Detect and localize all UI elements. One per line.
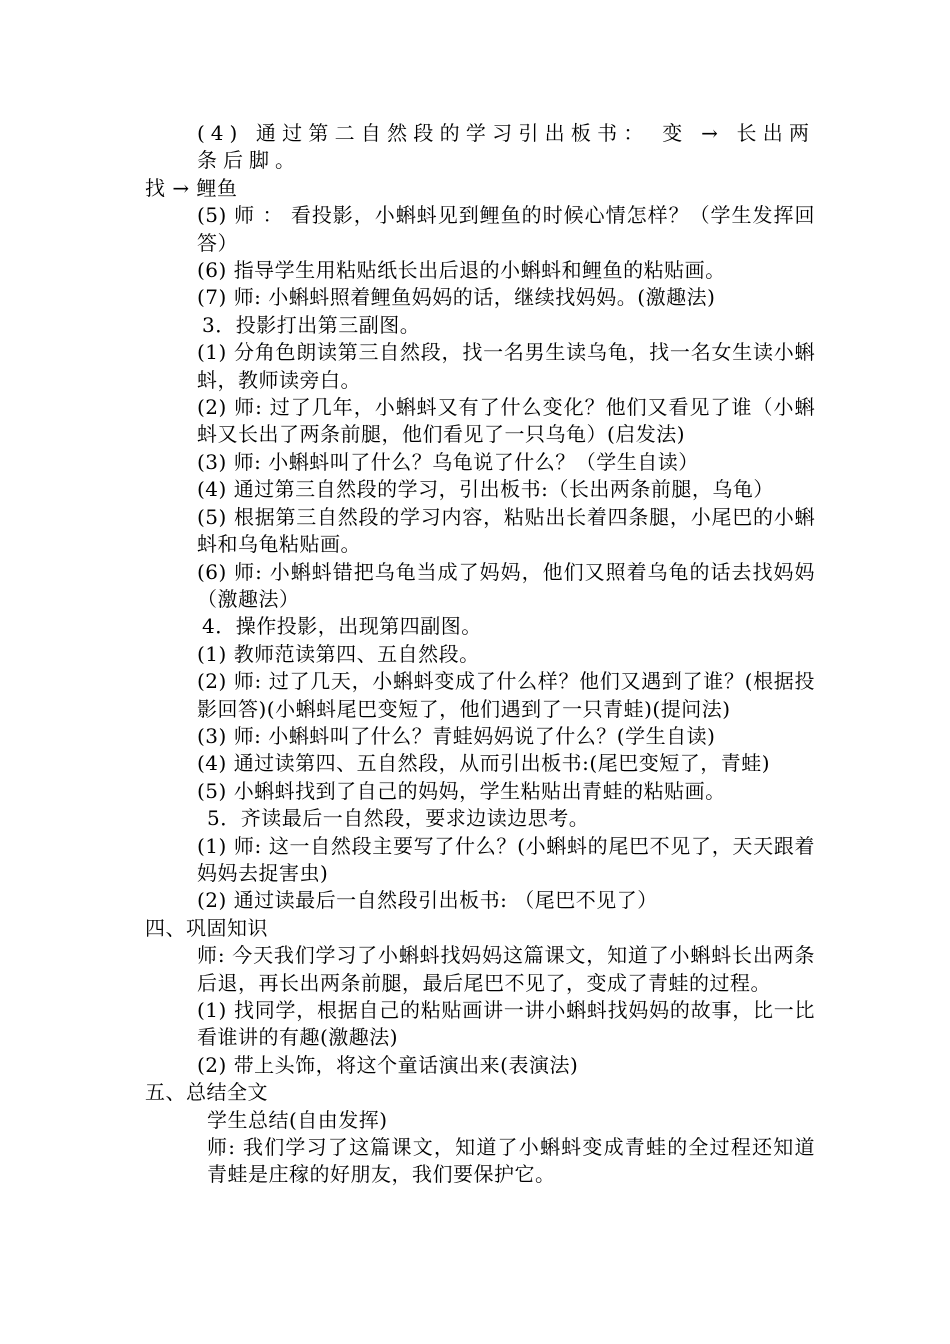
paragraph: 4．操作投影，出现第四副图。: [202, 614, 482, 639]
paragraph: (6) 师: 小蝌蚪错把乌龟当成了妈妈，他们又照着乌龟的话去找妈妈（激趣法）: [197, 559, 815, 611]
paragraph: (6) 指导学生用粘贴纸长出后退的小蝌蚪和鲤鱼的粘贴画。: [197, 258, 726, 283]
paragraph: (7) 师: 小蝌蚪照着鲤鱼妈妈的话，继续找妈妈。(激趣法): [197, 285, 716, 310]
paragraph: 5．齐读最后一自然段，要求边读边思考。: [207, 806, 590, 831]
paragraph: (3) 师: 小蝌蚪叫了什么？青蛙妈妈说了什么？(学生自读): [197, 723, 716, 748]
paragraph: (1) 找同学，根据自己的粘贴画讲一讲小蝌蚪找妈妈的故事，比一比看谁讲的有趣(激趣法): [197, 998, 815, 1050]
section-heading: 找 → 鲤鱼: [145, 175, 238, 200]
section-heading: 五、总结全文: [145, 1080, 268, 1105]
paragraph: (5) 小蝌蚪找到了自己的妈妈，学生粘贴出青蛙的粘贴画。: [197, 778, 726, 803]
paragraph: (4) 通过读第四、五自然段，从而引出板书:(尾巴变短了，青蛙): [197, 751, 771, 776]
paragraph: (3) 师: 小蝌蚪叫了什么？乌龟说了什么？（学生自读）: [197, 449, 699, 474]
paragraph: (2) 通过读最后一自然段引出板书: （尾巴不见了）: [197, 888, 658, 913]
paragraph: (5) 根据第三自然段的学习内容，粘贴出长着四条腿，小尾巴的小蝌蚪和乌龟粘贴画。: [197, 504, 815, 557]
paragraph: (2) 带上头饰，将这个童话演出来(表演法): [197, 1052, 579, 1077]
paragraph: 师: 我们学习了这篇课文，知道了小蝌蚪变成青蛙的全过程还知道青蛙是庄稼的好朋友，我们要保护它。: [207, 1135, 815, 1187]
paragraph: 3．投影打出第三副图。: [202, 312, 421, 337]
paragraph: (1) 师: 这一自然段主要写了什么？(小蝌蚪的尾巴不见了，天天跟着妈妈去捉害虫): [197, 833, 815, 885]
paragraph: (5) 师 ： 看投影，小蝌蚪见到鲤鱼的时候心情怎样？（学生发挥回答）: [197, 203, 815, 255]
paragraph: 师: 今天我们学习了小蝌蚪找妈妈这篇课文，知道了小蝌蚪长出两条后退，再长出两条前腿，最后尾巴不见了，变成了青蛙的过程。: [197, 943, 815, 995]
paragraph: 学生总结(自由发挥): [207, 1107, 388, 1132]
paragraph: (1) 教师范读第四、五自然段。: [197, 641, 480, 666]
section-heading: 四、巩固知识: [145, 915, 268, 940]
paragraph: (4) 通过第三自然段的学习，引出板书:（长出两条前腿，乌龟）: [197, 477, 774, 502]
paragraph: (2) 师: 过了几年，小蝌蚪又有了什么变化？他们又看见了谁（小蝌蚪又长出了两条前腿，他们看见了一只乌龟）(启发法): [197, 395, 815, 447]
paragraph: (4) 通过第二自然段的学习引出板书： 变 → 长出两条后脚。: [197, 121, 815, 173]
paragraph: (1) 分角色朗读第三自然段，找一名男生读乌龟，找一名女生读小蝌蚪，教师读旁白。: [197, 340, 815, 392]
lesson-plan-body: [145, 120, 815, 1189]
paragraph: (2) 师: 过了几天，小蝌蚪变成了什么样？他们又遇到了谁？(根据投影回答)(小蝌蚪尾巴变短了，他们遇到了一只青蛙)(提问法): [197, 669, 815, 721]
